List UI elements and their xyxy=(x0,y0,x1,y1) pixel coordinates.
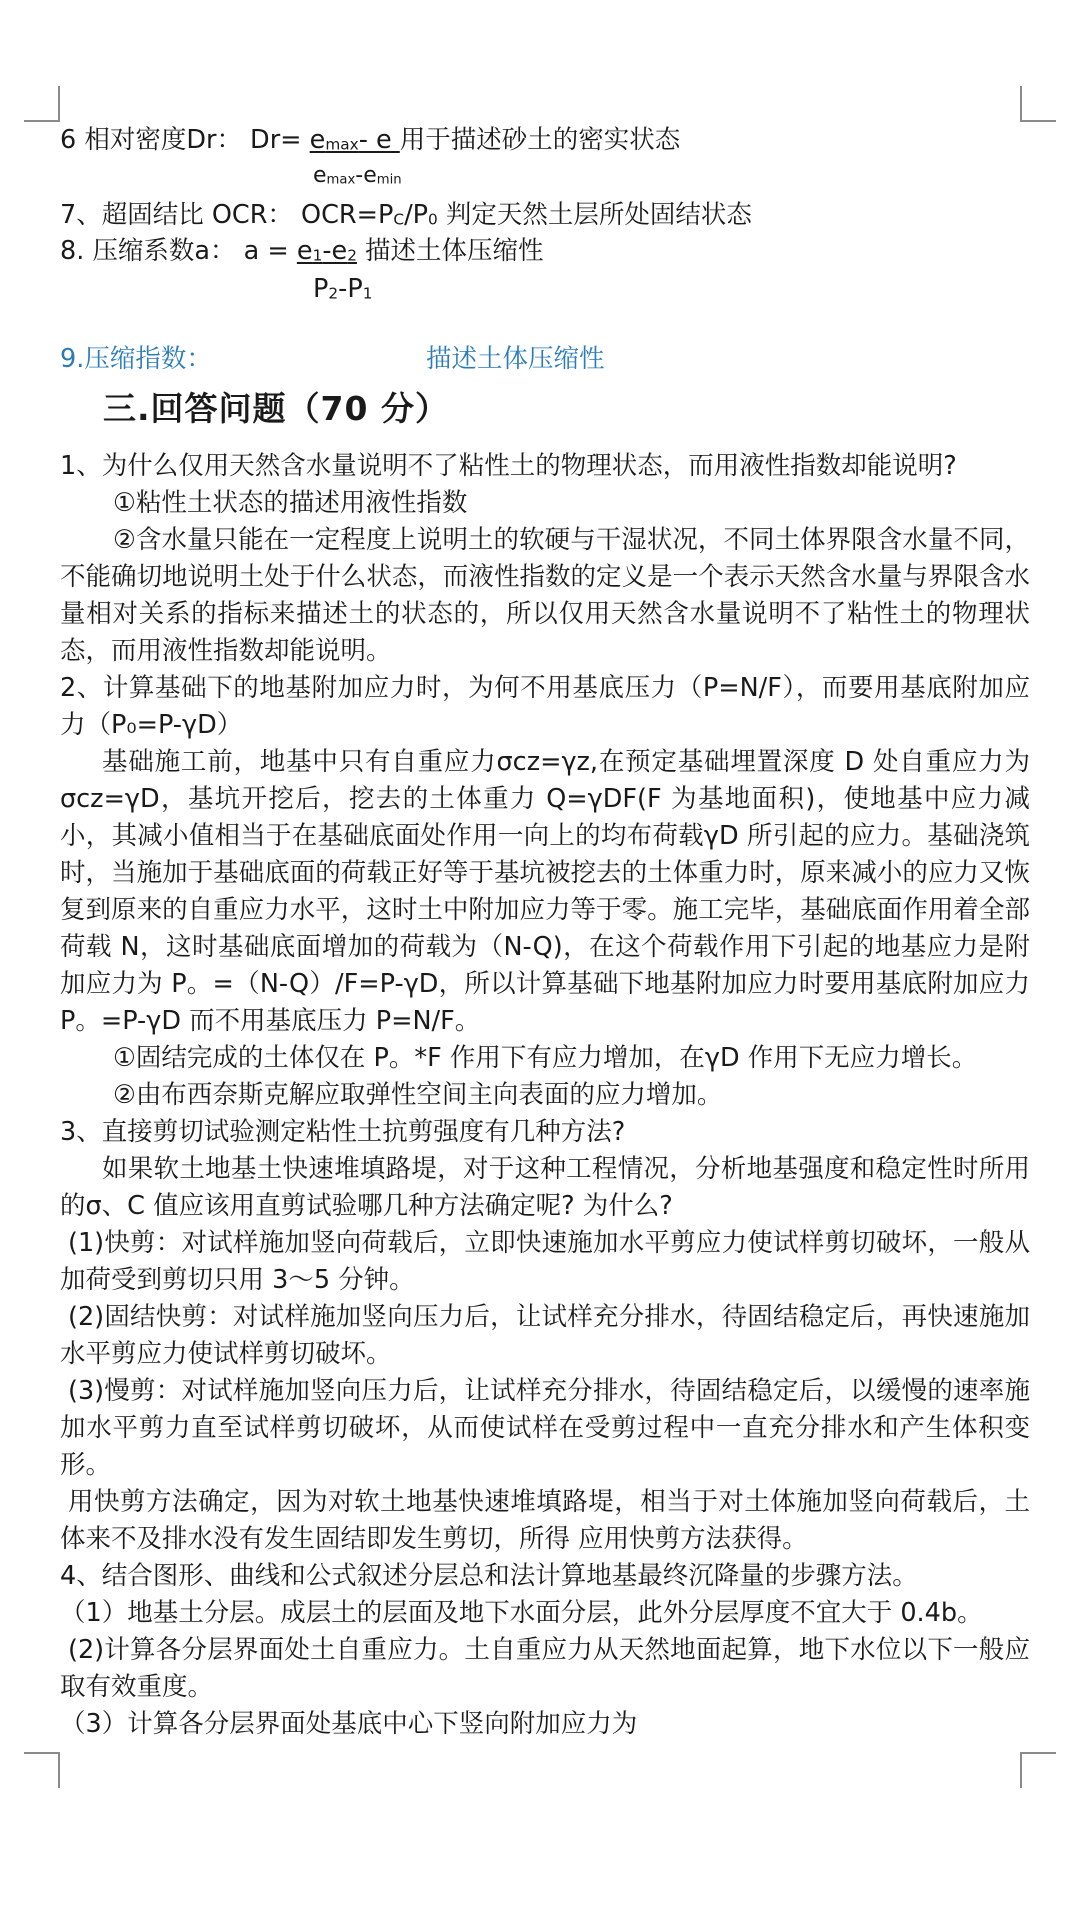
method-fast-shear: (1)快剪：对试样施加竖向荷载后，立即快速施加水平剪应力使试样剪切破坏，一般从加荷受到剪切只用 3～5 分钟。 xyxy=(60,1228,1030,1295)
question-3-answer: 用快剪方法确定，因为对软土地基快速堆填路堤，相当于对土体施加竖向荷载后，土体来不及排水没有发生固结即发生剪切，所得 应用快剪方法获得。 xyxy=(60,1487,1030,1554)
question-3-question: 如果软土地基土快速堆填路堤，对于这种工程情况，分析地基强度和稳定性时所用的σ、C 值应该用直剪试验哪几种方法确定呢? 为什么? xyxy=(60,1154,1030,1221)
page-corner-mark-top-left xyxy=(24,86,60,122)
page-corner-mark-bottom-right xyxy=(1020,1752,1056,1788)
section-title: 三.回答问题（70 分） xyxy=(103,389,449,428)
question-2-answer-1: ①固结完成的土体仅在 P。*F 作用下有应力增加，在γD 作用下无应力增长。 xyxy=(113,1043,978,1073)
formula-description: 用于描述砂土的密实状态 xyxy=(399,125,681,155)
question-1-title: 1、为什么仅用天然含水量说明不了粘性土的物理状态，而用液性指数却能说明? xyxy=(60,451,957,481)
question-3-title: 3、直接剪切试验测定粘性土抗剪强度有几种方法? xyxy=(60,1117,626,1147)
formula-ocr: 7、超固结比 OCR： OCR=PC/P0 判定天然土层所处固结状态 xyxy=(60,200,752,230)
formula-compression-coefficient: 8. 压缩系数a： a = e1-e2 描述土体压缩性 xyxy=(60,236,544,266)
question-2-title: 2、计算基础下的地基附加应力时，为何不用基底压力（P=N/F），而要用基底附加应力（P₀=P-γD） xyxy=(60,673,1030,740)
step-2: (2)计算各分层界面处土自重应力。土自重应力从天然地面起算，地下水位以下一般应取有效重度。 xyxy=(60,1635,1030,1702)
question-1-answer-1: ①粘性土状态的描述用液性指数 xyxy=(113,488,468,518)
formula-label: 6 相对密度Dr： Dr= xyxy=(60,125,310,155)
formula-compression-index-desc: 描述土体压缩性 xyxy=(426,344,605,374)
fraction-denominator: emax-emin xyxy=(313,163,402,188)
method-consolidated-fast-shear: (2)固结快剪：对试样施加竖向压力后，让试样充分排水，待固结稳定后，再快速施加水平剪应力使试样剪切破坏。 xyxy=(60,1302,1030,1369)
question-4-title: 4、结合图形、曲线和公式叙述分层总和法计算地基最终沉降量的步骤方法。 xyxy=(60,1561,918,1591)
question-2-body: 基础施工前，地基中只有自重应力σcz=γz,在预定基础埋置深度 D 处自重应力为σcz=γD，基坑开挖后，挖去的土体重力 Q=γDF(F 为基地面积)，使地基中应力减小，其减小值相当于在基础底面处作用一向上的均布荷载γD 所引起的应力。基础浇筑时，当施加于基础底面的荷载正好等于基坑被挖去的土体重力时，原来减小的应力又恢复到原来的自重应力水平，这时土中附加应力等于零。施工完毕，基础底面作用着全部荷载 N，这时基础底面增加的荷载为（N-Q)，在这个荷载作用下引起的地基应力是附加应力为 P。=（N-Q）/F=P-γD，所以计算基础下地基附加应力时要用基底附加应力 P。=P-γD 而不用基底压力 P=N/F。 xyxy=(60,747,1030,1036)
question-1-answer-2: ②含水量只能在一定程度上说明土的软硬与干湿状况，不同土体界限含水量不同，不能确切地说明土处于什么状态，而液性指数的定义是一个表示天然含水量与界限含水量相对关系的指标来描述土的状态的，所以仅用天然含水量说明不了粘性土的物理状态，而用液性指数却能说明。 xyxy=(60,525,1030,666)
question-2-answer-2: ②由布西奈斯克解应取弹性空间主向表面的应力增加。 xyxy=(113,1080,723,1110)
step-3: （3）计算各分层界面处基底中心下竖向附加应力为 xyxy=(60,1709,638,1739)
method-slow-shear: (3)慢剪：对试样施加竖向压力后，让试样充分排水，待固结稳定后，以缓慢的速率施加水平剪力直至试样剪切破坏，从而使试样在受剪过程中一直充分排水和产生体积变形。 xyxy=(60,1376,1030,1480)
page-corner-mark-top-right xyxy=(1020,86,1056,122)
formula-relative-density xyxy=(60,124,680,161)
fraction-numerator: emax- e xyxy=(309,125,400,155)
formula-compression-index-label: 9.压缩指数： xyxy=(60,344,212,374)
fraction-numerator: e1-e2 xyxy=(296,236,357,266)
fraction-denominator: P2-P1 xyxy=(313,274,373,304)
step-1: （1）地基土分层。成层土的层面及地下水面分层，此外分层厚度不宜大于 0.4b。 xyxy=(60,1598,983,1628)
page-corner-mark-bottom-left xyxy=(24,1752,60,1788)
